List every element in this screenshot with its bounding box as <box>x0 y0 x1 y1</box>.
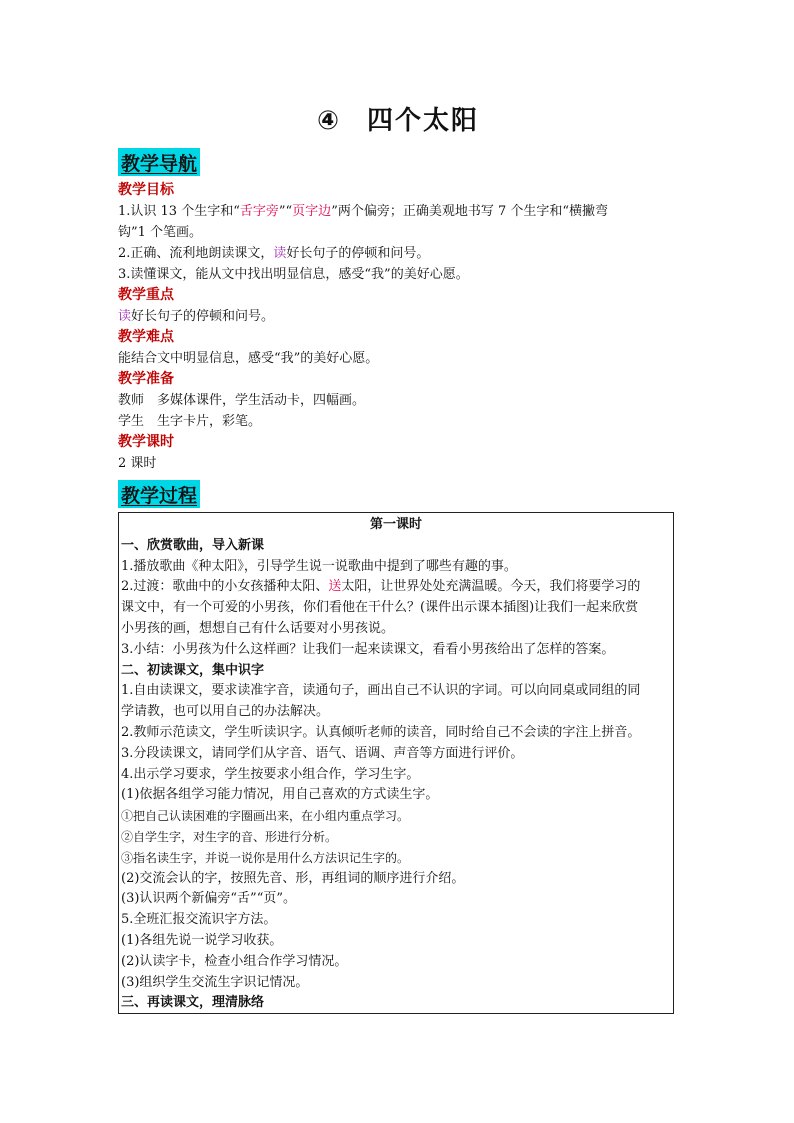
step-1-2-cont: 课文中，有一个可爱的小男孩，你们看他在干什么？(课件出示课本插图)让我们一起来欣赏 <box>121 600 639 616</box>
step-3-heading: 三、再读课文，理清脉络 <box>121 995 265 1011</box>
goal-3: 3.读懂课文，能从文中找出明显信息，感受“我”的美好心愿。 <box>118 267 469 282</box>
step-2-2: 2.教师示范读文，学生听读识字。认真倾听老师的读音，同时给自己不会读的字注上拼音。 <box>121 724 641 740</box>
step-1-2: 2.过渡：歌曲中的小女孩播种太阳、送太阳，让世界处处充满温暖。今天，我们将要学习的 <box>121 579 641 595</box>
step-2-4-1c: ③指名读生字，并说一说你是用什么方法识记生字的。 <box>121 850 410 865</box>
hours-line: 2 课时 <box>118 456 157 471</box>
prep-heading: 教学准备 <box>118 371 174 387</box>
difficult-line: 能结合文中明显信息，感受“我”的美好心愿。 <box>118 351 379 366</box>
step-2-4-1b: ②自学生字，对生字的音、形进行分析。 <box>121 829 338 844</box>
step-2-1: 1.自由读课文，要求读准字音，读通句子，画出自己不认识的字词。可以向同桌或同组的同 <box>121 683 641 699</box>
section-heading-navigation: 教学导航 <box>118 148 200 176</box>
step-1-heading: 一、欣赏歌曲，导入新课 <box>121 537 265 553</box>
step-1-3: 3.小结：小男孩为什么这样画？让我们一起来读课文，看看小男孩给出了怎样的答案。 <box>121 641 615 657</box>
key-heading: 教学重点 <box>118 287 174 303</box>
step-2-5-1: (1)各组先说一说学习收获。 <box>121 932 283 948</box>
step-2-5-2: (2)认读字卡，检查小组合作学习情况。 <box>121 953 348 969</box>
step-2-1-cont: 学请教，也可以用自己的办法解决。 <box>121 704 330 720</box>
lesson-title: 四个太阳 <box>367 106 480 136</box>
step-2-4-1: (1)依据各组学习能力情况，用自己喜欢的方式读生字。 <box>121 787 439 803</box>
prep-teacher: 教师 多媒体课件，学生活动卡，四幅画。 <box>118 393 366 408</box>
step-1-1: 1.播放歌曲《种太阳》，引导学生说一说歌曲中提到了哪些有趣的事。 <box>121 558 517 574</box>
goal-2: 2.正确、流利地朗读课文，读好长句子的停顿和问号。 <box>118 246 430 261</box>
step-2-4-2: (2)交流会认的字，按照先音、形，再组词的顺序进行介绍。 <box>121 870 465 886</box>
step-2-3: 3.分段读课文，请同学们从字音、语气、语调、声音等方面进行评价。 <box>121 745 524 761</box>
step-2-4-1a: ①把自己认读困难的字圈画出来，在小组内重点学习。 <box>121 809 410 824</box>
lesson-label: 第一课时 <box>369 517 422 532</box>
step-2-4: 4.出示学习要求，学生按要求小组合作，学习生字。 <box>121 766 420 782</box>
lesson-process-box <box>118 512 674 1014</box>
step-2-5-3: (3)组织学生交流生字识记情况。 <box>121 974 309 990</box>
goal-1-cont: 钩”1 个笔画。 <box>118 225 203 240</box>
page-title <box>118 100 678 137</box>
key-line: 读好长句子的停顿和问号。 <box>118 309 275 324</box>
step-2-5: 5.全班汇报交流识字方法。 <box>121 912 277 928</box>
prep-student: 学生 生字卡片，彩笔。 <box>118 414 262 429</box>
goal-1: 1.认识 13 个生字和“舌字旁”“页字边”两个偏旁；正确美观地书写 7 个生字和“横撇弯 <box>118 204 609 219</box>
section-heading-process: 教学过程 <box>118 480 200 508</box>
step-2-4-3: (3)认识两个新偏旁“舌”“页”。 <box>121 891 296 907</box>
lesson-number: ④ <box>316 106 341 136</box>
hours-heading: 教学课时 <box>118 434 174 450</box>
step-2-heading: 二、初读课文，集中识字 <box>121 662 265 678</box>
step-1-2-cont2: 小男孩的画，想想自己有什么话要对小男孩说。 <box>121 620 395 636</box>
goals-heading: 教学目标 <box>118 182 174 198</box>
teaching-goals <box>118 180 678 474</box>
difficult-heading: 教学难点 <box>118 329 174 345</box>
